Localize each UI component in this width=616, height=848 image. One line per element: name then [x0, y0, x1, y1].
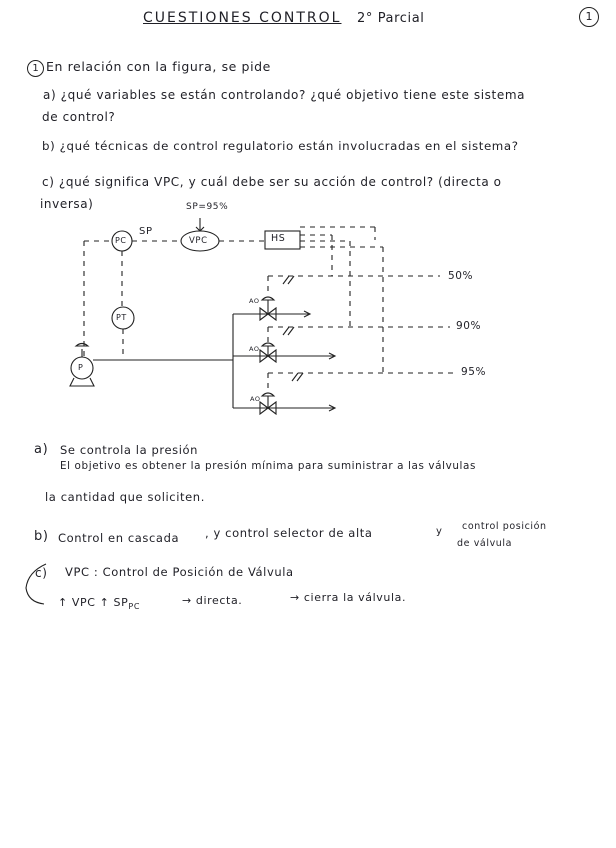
- question-a-line1: a) ¿qué variables se están controlando? ¿qué objetivo tiene este sistema: [43, 88, 526, 102]
- answer-c-label: c): [35, 566, 48, 580]
- answer-b-text1: Control en cascada: [58, 531, 180, 545]
- answer-c-text: VPC : Control de Posición de Válvula: [65, 565, 294, 579]
- hash-2: [283, 327, 294, 335]
- answer-a-label: a): [34, 442, 49, 457]
- answer-b-label: b): [34, 529, 49, 544]
- valve-actuator-3: [262, 393, 274, 408]
- answer-b-text4-line2: de válvula: [457, 538, 513, 549]
- sp-label: SP: [139, 226, 153, 237]
- hs-label: HS: [271, 233, 286, 244]
- page-title: CUESTIONES CONTROL: [143, 10, 342, 26]
- hash-1: [283, 276, 294, 284]
- answer-c-formula-text: ↑ VPC ↑ SP: [58, 596, 129, 609]
- sp-top-label: SP=95%: [186, 202, 229, 212]
- answer-a-line2: El objetivo es obtener la presión mínima para suministrar a las válvulas: [60, 460, 476, 472]
- question-number-text: 1: [32, 63, 39, 74]
- answer-b-text4-line1: control posición: [462, 521, 547, 532]
- pump-actuator: [76, 344, 88, 358]
- answer-a-line3: la cantidad que soliciten.: [45, 490, 205, 504]
- answer-c-direct: → directa.: [182, 594, 243, 607]
- answer-a-line1: Se controla la presión: [60, 443, 199, 457]
- valve-tag-2: AO: [249, 345, 260, 353]
- question-c-line1: c) ¿qué significa VPC, y cuál debe ser su acción de control? (directa o: [42, 175, 502, 189]
- vpc-label: VPC: [189, 236, 208, 246]
- page-subtitle: 2° Parcial: [357, 11, 425, 26]
- valve-actuator-2: [262, 343, 274, 356]
- percent-label-3: 95%: [461, 366, 487, 378]
- percent-label-1: 50%: [448, 270, 474, 282]
- pt-label: PT: [116, 313, 127, 322]
- answer-c-formula: [58, 596, 140, 611]
- percent-label-2: 90%: [456, 320, 482, 332]
- page-number-text: 1: [585, 10, 593, 23]
- answer-c-formula-sub: PC: [128, 602, 141, 612]
- question-c-line2: inversa): [40, 197, 94, 211]
- pc-label: PC: [115, 236, 127, 245]
- valve-tag-1: AO: [249, 297, 260, 305]
- hash-3: [292, 373, 303, 381]
- answer-b-text2: , y control selector de alta: [205, 526, 373, 540]
- pump-label: P: [78, 363, 84, 372]
- answer-b-text3: y: [436, 526, 443, 537]
- question-a-line2: de control?: [42, 110, 116, 124]
- answer-c-valve: → cierra la válvula.: [290, 591, 407, 604]
- question-intro: En relación con la figura, se pide: [46, 59, 271, 74]
- question-b: b) ¿qué técnicas de control regulatorio están involucradas en el sistema?: [42, 139, 519, 153]
- valve-tag-3: AO: [250, 395, 261, 403]
